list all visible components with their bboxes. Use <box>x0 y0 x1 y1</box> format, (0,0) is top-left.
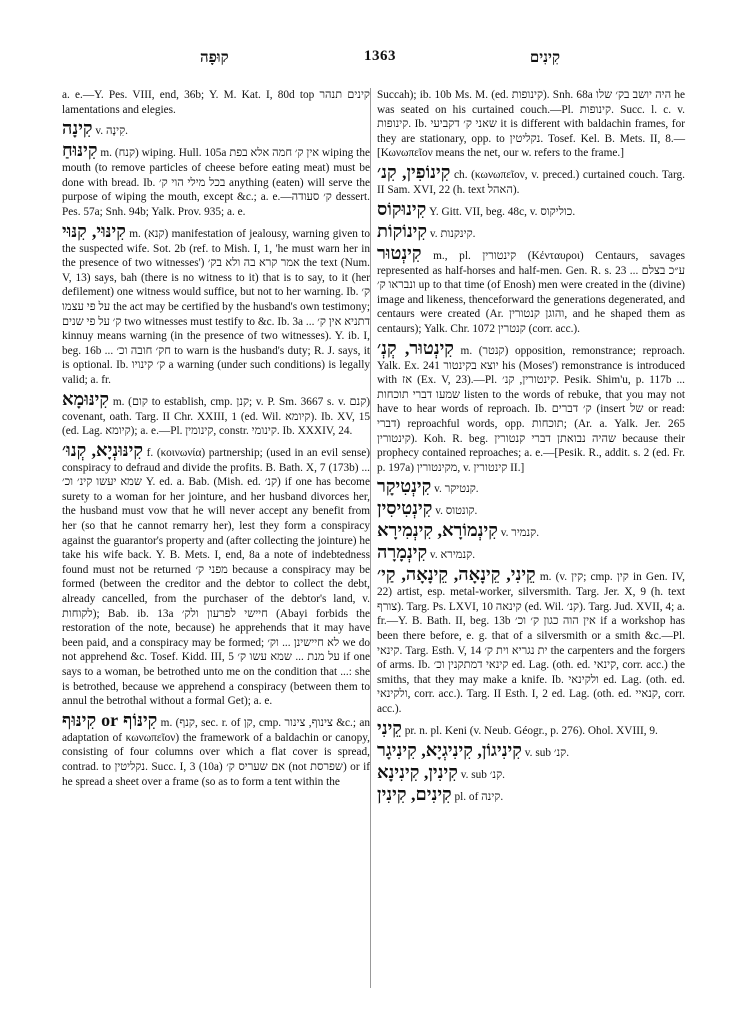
entry-headword: קִינָה <box>62 118 93 139</box>
dictionary-entry <box>377 541 685 563</box>
entry-headword: קִינְטוּר <box>377 242 422 263</box>
entry-headword: קִינְטוּר, קְנְ׳ <box>377 337 454 358</box>
entry-definition: m. (קנח) wiping. Hull. 105a אין ק׳ חמה אלא בפת wiping the mouth (to remove particles of cheese before eating meat) must be done with bread. Ib. בכל מילי הוי ק׳ anything (eaten) will serve the purpose of wiping the mouth, except &c.; a. e.—ק׳ סעודה dessert. Pes. 57a; Snh. 94b; Yalk. Prov. 935; a. e. <box>62 147 370 218</box>
entry-definition: Y. Gitt. VII, beg. 48c, v. כוליקוס. <box>429 205 576 218</box>
entry-headword: קִינּוּי, קִנּוּי <box>62 220 126 241</box>
entry-definition: ch. (κωνωπεῖον, v. preced.) curtained couch. Targ. II Sam. XVI, 22 (h. text האהל). <box>377 168 685 196</box>
entry-definition: v. קונטוס. <box>435 505 478 518</box>
dictionary-entry <box>62 439 370 709</box>
entry-headword: קִינְמָרָה <box>377 542 428 563</box>
entry-definition: m. (v. קין; cmp. קין in Gen. IV, 22) artist, esp. metal-worker, silversmith. Targ. Jer. X, 9 (h. text צורף). Targ. Ps. LXVI, 10 קינאה (ed. Wil. קנ׳). Targ. Jud. XVII, 4; a. fr.—Y. B. Bath. II, beg. 13b אין הוה כגון ק׳ וכ׳ if a workshop has been there before, e. g. that of a silversmith or a smith &c.—Pl. קינאי. Targ. Esth. V, 14 ית נגריא וית ק׳ the carpenters and the forgers of arms. Ib. קינאי דמתקנין וכ׳ ed. Lag. (oth. ed. קינאי, corr. acc.) the smiths, that they may make a knife. Ib. ולקינאי ed. Lag. (oth. ed. ולקינאי, corr. acc.). Targ. II Esth. I, 2 ed. Lag. (oth. ed. קנאיי, corr. acc.). <box>377 571 686 716</box>
entry-headword: קִינוֹקוֹת <box>377 220 428 241</box>
entry-definition: m. (קום to establish, cmp. קנן; v. P. Sm. 3667 s. v. קנם) covenant, oath. Targ. II Chr. XXIII, 1 (ed. Wil. קיומא). Ib. XV, 15 (ed. Lag. קיומא); a. e.—Pl. קינומין, constr. קינומי. Ib. XXXIV, 24. <box>62 395 371 438</box>
entry-headword: קִינְטִיקָר <box>377 476 432 497</box>
page-number: 1363 <box>364 48 396 64</box>
dictionary-entry <box>62 220 370 388</box>
entry-headword: קִינִים, קִינִין <box>377 783 452 804</box>
entry-definition: m. (קנא) manifestation of jealousy, warning given to the suspected wife. Sot. 2b (ref. to Mish. I, 1, 'he must warn her in the presence of two witnesses') אמר קרא בה ולא בק׳ the text (Num. V, 13) says, bah (there is no witness to it) that is to say, to it (her defilement) one witness would suffice, but not to her warning. Ib. ק׳ על פי עצמו the act may be certified by the husband's own testimony; ק׳ על פי שנים two witnesses must testify to &c. Ib. 3a ... דתניא אין ק׳ kinnuy means warning (in the presence of two witnesses). Y. ib. I, beg. 16b ... חק׳ חובה וכ׳ to warn is the husband's duty; R. J. says, it is optional. Ib. ק׳ קינויו a warning (under such conditions) is legally valid; a. fr. <box>62 227 371 386</box>
dictionary-entry <box>377 761 685 783</box>
dictionary-entry <box>377 739 685 761</box>
entry-headword: קִינְמוֹרָא, קִינְמִירָא <box>377 520 498 541</box>
dictionary-entry <box>377 783 685 805</box>
dictionary-entry <box>377 198 685 220</box>
dictionary-entry <box>377 717 685 739</box>
entry-definition: v. קנטיקר. <box>434 483 479 496</box>
dictionary-entry <box>377 161 685 198</box>
column-divider <box>370 88 371 988</box>
entry-definition: m., pl. קינטורין (Κένταυροι) Centaurs, savages represented as half-horses and half-men. Gen. R. s. 23 ע״כ בצלם ... ונבראו ק׳ up to that time (of Enosh) men were created in the (divine) image and likeness, thenceforward the generations degenerated, and centaurs were created (Ar. והוגן קנטורין, and he shaped them as centaurs); Yalk. Chr. 1072 קנטרין (corr. acc.). <box>377 249 686 335</box>
right-column <box>377 88 685 805</box>
dictionary-entry <box>377 220 685 242</box>
entry-headword: קִינְטִיסִין <box>377 498 433 519</box>
entry-definition: v. sub קנ׳. <box>524 746 570 759</box>
running-head-right: קִינִים <box>529 50 560 66</box>
dictionary-entry <box>62 709 370 789</box>
dictionary-entry <box>62 388 370 439</box>
entry-headword: קִינּוּחַ <box>62 140 98 161</box>
entry-definition: m. (קנף, sec. r. of קן, cmp. צינוף, צינור &c.; an adaptation of κωνωπεῖον) the framework of a baldachin or canopy, consisting of four columns over which a flat cover is spread, contrad. to נקליטין. Succ. I, 3 (10a) אם שעריס ק׳ (not שפרסת) or if he spread a sheet over a frame (so as to form a tent within the <box>62 716 371 788</box>
entry-headword: קֵינִי, קֵינָאָה, קֵינָאָה, קַי׳ <box>377 564 536 585</box>
entry-headword: קִינּוּנְיָא, קְנוּ׳ <box>62 439 144 460</box>
running-head-left: קוּפָה <box>200 50 229 66</box>
dictionary-entry <box>377 337 685 476</box>
entry-definition: v. sub קנ׳. <box>460 768 505 781</box>
entry-definition: pr. n. pl. Keni (v. Neub. Géogr., p. 276). Ohol. XVIII, 9. <box>404 724 658 737</box>
dictionary-entry <box>377 88 685 161</box>
entry-definition: v. קנמיר. <box>500 527 540 540</box>
entry-definition: v. קִינָה. <box>95 125 128 138</box>
entry-headword: קִינּוֹף or קִינּוּף <box>62 709 158 730</box>
dictionary-entry <box>377 242 685 337</box>
entry-definition: Succah); ib. 10b Ms. M. (ed. קינופות). Snh. 68a היה יושב בק׳ שלו he was seated on his curtained couch.—Pl. קינופות. Succ. l. c. v. קינופות. Ib. שאני ק׳ דקביעי it is different with baldachin frames, for they are stationary, opp. to נקליטין. Tosef. Kel. B. Mets. II, 8.—[Κωνωπεῖον means the net, our w. refers to the frame.] <box>377 89 685 160</box>
entry-headword: קֵינִי <box>377 717 402 738</box>
entry-definition: v. קנמירא. <box>429 549 476 562</box>
entry-definition: pl. of קינה. <box>454 790 504 803</box>
dictionary-entry <box>62 88 370 117</box>
entry-headword: קִינִיגוֹן, קִינִיגְיָא, קִינִיגָר <box>377 739 522 760</box>
dictionary-entry <box>62 117 370 139</box>
dictionary-entry <box>377 497 685 519</box>
dictionary-entry <box>377 563 685 716</box>
entry-headword: קִינוּקוֹס <box>377 198 427 219</box>
dictionary-entry <box>377 475 685 497</box>
page-header <box>60 48 700 72</box>
entry-definition: m. (קנטר) opposition, remonstrance; reproach. Yalk. Ex. 241 יוצא בקינטור his (Moses') remonstrance is introduced with אז (Ex. V, 23).—Pl. קינטורין, קנ׳. Pesik. Shim'u, p. 117b ... שמעו דברי תוכחות listen to the words of rebuke, that you may not have to hear words of reproach. Ib. ק׳ דברים (insert של or read: דברי) reproachful words, opp. תוכחות; (Ar. a. Yalk. Jer. 265 קינטורין). Koh. R. beg. שהיה נבואתן דברי קנטורין because their prophecy contained reproaches; a. e.—[Pesik. R., addit. s. 2 (ed. Fr. p. 197a) מקינטורין, v. קינטורין II.] <box>377 344 686 474</box>
entry-definition: a. e.—Y. Pes. VIII, end, 36b; Y. M. Kat. I, 80d top קינים תנהר lamentations and elegies. <box>62 89 370 116</box>
left-column <box>62 88 370 789</box>
entry-definition: f. (κοινωνία) partnership; (used in an evil sense) conspiracy to defraud and divide the profits. B. Bath. X, 7 (173b) ... שמא יעשו קינ׳ וכ׳ Y. ed. a. Bab. (Mish. ed. קנ׳) if one has become surety to a woman for her jointure, and her husband divorces her, the husband must vow that he will never accept any benefit from her (so that he cannot remarry her), lest they form a conspiracy against the guarantor's property and (after collecting the jointure) he take his wife back. Y. B. Mets. I, end, 8a a note of indebtedness found must not be returned מפני ק׳ because a conspiracy may be formed (between the creditor and the debtor to collect the debt, already cancelled, from the purchaser of the debtor's land, v. לקוחות); Bab. ib. 13a חיישי לפרעון ולק׳ (Abayi forbids the restoration of the note, because) he apprehends that it may have been paid, and a conspiracy may be formed; לא חיישינן ... וק׳ we do not apprehend &c. Tosef. Kidd. III, 5 על מנת ... שמא עשו ק׳ if one says to a woman, be betrothed unto me on the condition that ...: she is betrothed, because we apprehend a conspiracy (between them to annul the betrothal without a formal Get); a. e. <box>62 446 371 708</box>
entry-headword: קִינּוּמָא <box>62 388 110 409</box>
dictionary-entry <box>377 519 685 541</box>
dictionary-entry <box>62 139 370 219</box>
entry-headword: קִינוֹפִין, קִנ׳ <box>377 161 451 182</box>
entry-headword: קִינִין, קִינִינָא <box>377 761 458 782</box>
entry-definition: v. קינקנות. <box>429 227 476 240</box>
